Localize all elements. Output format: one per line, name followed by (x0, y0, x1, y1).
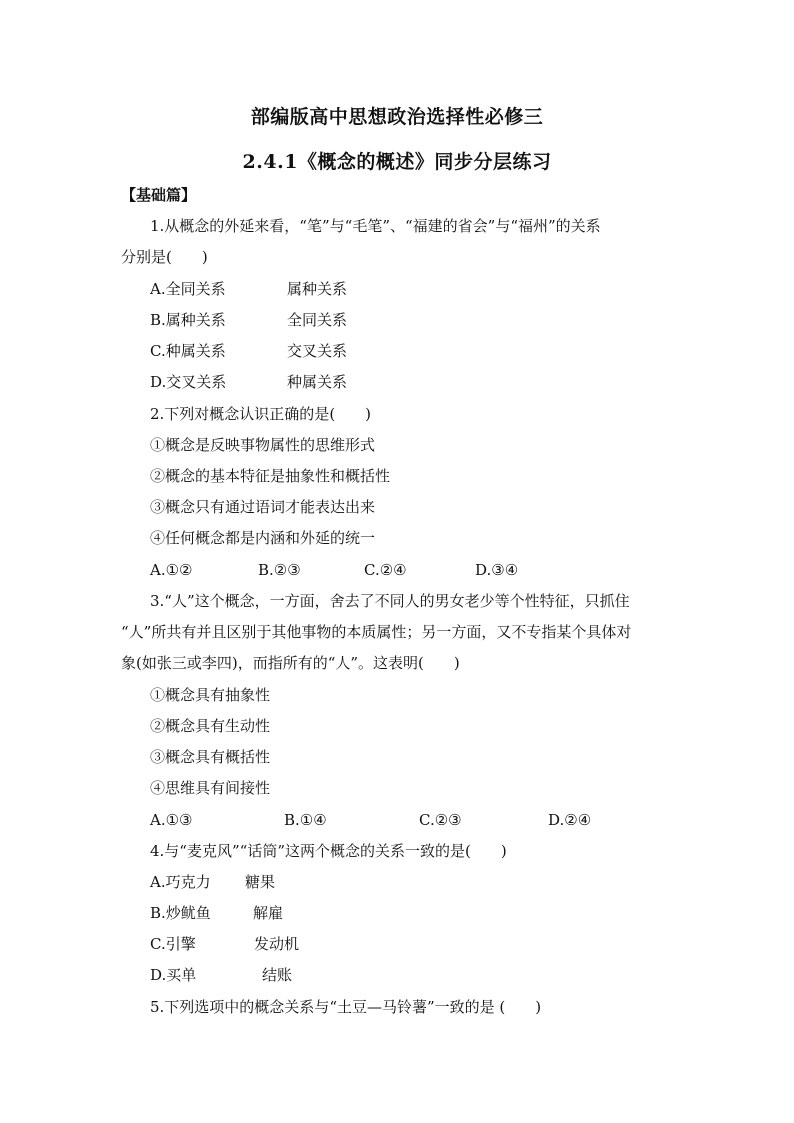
option-label: A.巧克力 (150, 873, 211, 891)
question-4-option-a (150, 872, 276, 892)
section-heading: 【基础篇】 (121, 186, 197, 204)
question-1-option-d (150, 372, 348, 392)
option-value: 糖果 (245, 873, 276, 891)
question-3-choice-b: B.①④ (284, 811, 327, 829)
question-2-choice-c: C.②④ (364, 561, 407, 579)
question-1-option-a (150, 279, 348, 299)
option-label: B.属种关系 (150, 311, 226, 329)
question-3-item-3: ③概念具有概括性 (150, 748, 271, 766)
question-3-choice-a: A.①③ (150, 811, 193, 829)
option-value: 交叉关系 (287, 342, 348, 360)
option-label: A.全同关系 (150, 280, 226, 298)
question-2-choice-a: A.①② (150, 561, 193, 579)
question-3-item-2: ②概念具有生动性 (150, 717, 271, 735)
option-value: 全同关系 (287, 311, 348, 329)
document-title: 部编版高中思想政治选择性必修三 (250, 106, 544, 128)
question-2-choice-b: B.②③ (258, 561, 301, 579)
question-2-item-4: ④任何概念都是内涵和外延的统一 (150, 529, 376, 547)
option-label: C.种属关系 (150, 342, 226, 360)
question-1-stem-line1: 1.从概念的外延来看，“笔”与“毛笔”、“福建的省会”与“福州”的关系 (150, 217, 601, 235)
question-1-stem-line2: 分别是( ) (121, 248, 208, 266)
document-subtitle: 2.4.1《概念的概述》同步分层练习 (242, 151, 552, 173)
question-2-item-2: ②概念的基本特征是抽象性和概括性 (150, 467, 391, 485)
question-2-item-1: ①概念是反映事物属性的思维形式 (150, 436, 376, 454)
question-3-stem-line2: “人”所共有并且区别于其他事物的本质属性；另一方面，又不专指某个具体对 (121, 623, 632, 641)
question-4-option-b (150, 903, 284, 923)
question-4-option-d (150, 965, 293, 985)
question-4-option-c (150, 934, 300, 954)
option-value: 发动机 (254, 935, 300, 953)
question-3-item-1: ①概念具有抽象性 (150, 686, 271, 704)
question-3-item-4: ④思维具有间接性 (150, 779, 271, 797)
question-2-item-3: ③概念只有通过语词才能表达出来 (150, 498, 376, 516)
question-2-choice-d: D.③④ (475, 561, 519, 579)
question-2-stem: 2.下列对概念认识正确的是( ) (150, 405, 372, 423)
question-5-stem: 5.下列选项中的概念关系与“土豆—马铃薯”一致的是 ( ) (150, 998, 542, 1016)
option-label: C.引擎 (150, 935, 196, 953)
question-3-choice-c: C.②③ (419, 811, 462, 829)
option-label: D.交叉关系 (150, 373, 227, 391)
question-1-option-c (150, 341, 348, 361)
question-3-stem-line3: 象(如张三或李四)，而指所有的“人”。这表明( ) (121, 654, 460, 672)
option-value: 种属关系 (287, 373, 348, 391)
question-3-stem-line1: 3.“人”这个概念，一方面，舍去了不同人的男女老少等个性特征，只抓住 (150, 592, 630, 610)
question-3-choice-d: D.②④ (548, 811, 592, 829)
option-value: 属种关系 (287, 280, 348, 298)
question-1-option-b (150, 310, 348, 330)
option-label: B.炒鱿鱼 (150, 904, 211, 922)
option-value: 结账 (262, 966, 293, 984)
option-label: D.买单 (150, 966, 197, 984)
question-4-stem: 4.与“麦克风”“话筒”这两个概念的关系一致的是( ) (150, 842, 507, 860)
option-value: 解雇 (253, 904, 284, 922)
